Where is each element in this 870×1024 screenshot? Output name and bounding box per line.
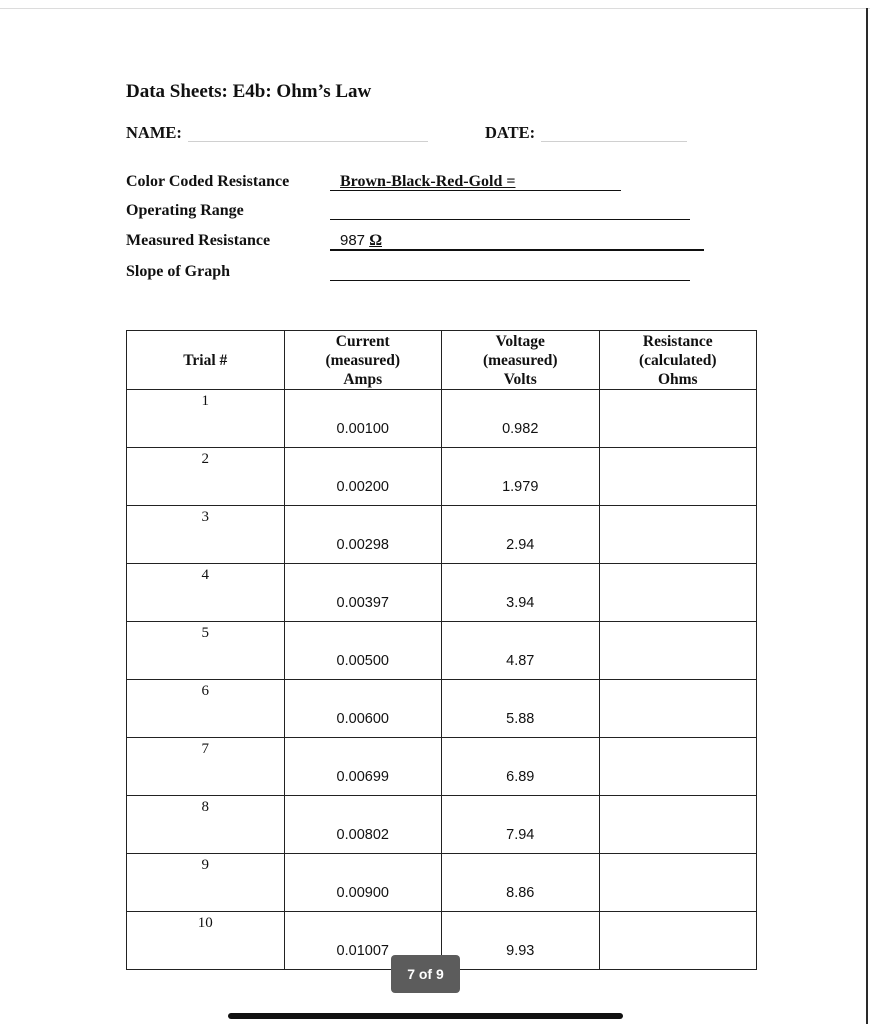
voltage-cell: 5.88: [442, 680, 600, 738]
resistance-cell[interactable]: [599, 738, 757, 796]
current-cell: 0.00802: [284, 796, 442, 854]
trial-cell: 9: [127, 854, 285, 912]
resistance-cell[interactable]: [599, 854, 757, 912]
current-cell: 0.00699: [284, 738, 442, 796]
voltage-cell: 1.979: [442, 448, 600, 506]
page-indicator[interactable]: 7 of 9: [391, 955, 460, 993]
operating-range-line: [330, 219, 690, 220]
resistance-cell[interactable]: [599, 448, 757, 506]
trial-cell: 4: [127, 564, 285, 622]
current-cell: 0.00500: [284, 622, 442, 680]
voltage-cell: 3.94: [442, 564, 600, 622]
trial-cell: 6: [127, 680, 285, 738]
current-cell: 0.00298: [284, 506, 442, 564]
header-current: Current (measured) Amps: [284, 331, 442, 390]
table-row: [127, 854, 757, 912]
resistance-cell[interactable]: [599, 390, 757, 448]
header-resistance: Resistance (calculated) Ohms: [599, 331, 757, 390]
trial-cell: 5: [127, 622, 285, 680]
current-cell: 0.00600: [284, 680, 442, 738]
voltage-cell: 9.93: [442, 912, 600, 970]
trial-cell: 10: [127, 912, 285, 970]
ohm-symbol: Ω: [369, 232, 383, 249]
date-field[interactable]: [541, 141, 687, 142]
resistance-cell[interactable]: [599, 912, 757, 970]
table-row: [127, 506, 757, 564]
resistance-cell[interactable]: [599, 680, 757, 738]
resistance-cell[interactable]: [599, 796, 757, 854]
resistance-cell[interactable]: [599, 622, 757, 680]
voltage-cell: 7.94: [442, 796, 600, 854]
trial-cell: 7: [127, 738, 285, 796]
top-divider: [0, 8, 870, 9]
color-coded-resistance-label: Color Coded Resistance: [126, 173, 290, 190]
measured-resistance-label: Measured Resistance: [126, 232, 271, 249]
table-row: [127, 738, 757, 796]
trial-cell: 2: [127, 448, 285, 506]
color-coded-resistance-line: [330, 190, 621, 191]
measured-resistance-line: [330, 249, 704, 251]
name-label: NAME:: [126, 123, 182, 142]
operating-range-label: Operating Range: [126, 202, 244, 219]
current-cell: 0.00200: [284, 448, 442, 506]
table-row: [127, 680, 757, 738]
voltage-cell: 2.94: [442, 506, 600, 564]
current-cell: 0.00900: [284, 854, 442, 912]
resistance-cell[interactable]: [599, 564, 757, 622]
trial-cell: 8: [127, 796, 285, 854]
trial-cell: 3: [127, 506, 285, 564]
current-cell: 0.01007: [284, 912, 442, 970]
page-edge: [866, 8, 868, 1024]
header-voltage: Voltage (measured) Volts: [442, 331, 600, 390]
current-cell: 0.00397: [284, 564, 442, 622]
table-row: [127, 564, 757, 622]
measured-resistance-number: 987: [340, 232, 366, 249]
current-cell: 0.00100: [284, 390, 442, 448]
slope-of-graph-line: [330, 280, 690, 281]
measured-resistance-value: [340, 232, 382, 250]
resistance-cell[interactable]: [599, 506, 757, 564]
voltage-cell: 8.86: [442, 854, 600, 912]
table-row: [127, 390, 757, 448]
name-field[interactable]: [188, 141, 428, 142]
color-coded-resistance-value: Brown-Black-Red-Gold =: [340, 173, 516, 190]
header-trial: Trial #: [127, 331, 285, 390]
table-row: [127, 448, 757, 506]
trial-cell: 1: [127, 390, 285, 448]
voltage-cell: 6.89: [442, 738, 600, 796]
date-label: DATE:: [485, 123, 536, 142]
page-title: Data Sheets: E4b: Ohm’s Law: [126, 81, 372, 102]
table-row: [127, 622, 757, 680]
slope-of-graph-label: Slope of Graph: [126, 263, 231, 280]
data-table: [126, 330, 757, 970]
table-row: [127, 796, 757, 854]
home-indicator-bar[interactable]: [228, 1013, 623, 1019]
voltage-cell: 0.982: [442, 390, 600, 448]
table-header-row: [127, 331, 757, 390]
voltage-cell: 4.87: [442, 622, 600, 680]
